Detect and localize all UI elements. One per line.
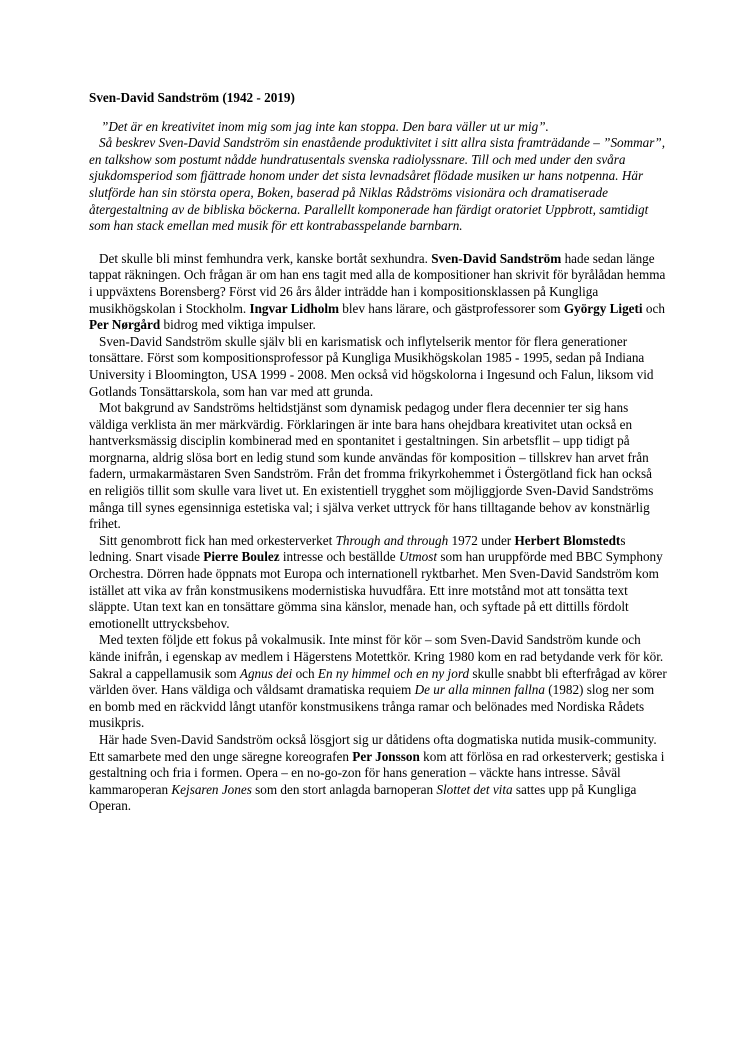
intro-paragraph: ”Det är en kreativitet inom mig som jag inte kan stoppa. Den bara väller ut ur mig”. [101, 118, 549, 134]
person-name: Per Jonsson [352, 748, 420, 764]
body-paragraph: Här hade Sven-David Sandström också lösgjort sig ur dåtidens ofta dogmatiska nutida musik-community. Ett samarbete med den unge säregne koreografen Per Jonsson kom att förlösa en rad orkesterverk; gestiska i gestaltning och fria i formen. Opera – en no-go-zon för hans generation – väckte hans intresse. Såväl kammaroperan Kejsaren Jones som den stort anlagda barnoperan Slottet det vita sattes upp på Kungliga Operan. [89, 731, 665, 814]
body-paragraph: Med texten följde ett fokus på vokalmusik. Inte minst för kör – som Sven-David Sandström kunde och kände inifrån, i egenskap av medlem i Hägerstens Motettkör. Kring 1980 kom en rad betydande verk för kör. Sakral a cappellamusik som Agnus dei och En ny himmel och en ny jord skulle snabbt bli efterfrågad av körer världen över. Hans väldiga och våldsamt dramatiska requiem De ur alla minnen fallna (1982) slog ner som en bomb med en räckvidd långt utanför konstmusikens trånga ramar och belönades med Nordiska Rådets musikpris. [89, 632, 667, 731]
person-name: Herbert Blomstedt [514, 532, 621, 548]
body-paragraph: Mot bakgrund av Sandströms heltidstjänst som dynamisk pedagog under flera decennier ter sig hans väldiga verklista än mer märkvärdig. Förklaringen är inte bara hans ohejdbara kreativitet utan också en hantverksmässig disciplin kombinerad med en spontanitet i gestaltningen. Sin arbetsflit – upp tidigt på morgnarna, aldrig slösa bort en ledig stund som kunde användas för komposition – tillskrev han arvet från fadern, urmakarmästaren Sven Sandström. Från det fromma frikyrkohemmet i Östergötland fick han också en religiös tillit som skulle vara livet ut. En existentiell trygghet som möjliggjorde Sven-David Sandströms många till synes egensinniga estetiska val; i själva verket uttryck för hans tilltagande behov av konstnärlig frihet. [89, 400, 654, 532]
body-paragraph: Sitt genombrott fick han med orkesterverket Through and through 1972 under Herbert Blomstedts ledning. Snart visade Pierre Boulez intresse och beställde Utmost som han uruppförde med BBC Symphony Orchestra. Dörren hade öppnats mot Europa och internationell ryktbarhet. Men Sven-David Sandström kom istället att vika av från konstmusikens modernistiska huvudfåra. Ett inre motstånd mot att tonsätta text släppte. Utan text kan en tonsättare gömma sina känslor, menade han, och syftade på ett dittills fördolt emotionellt uttrycksbehov. [89, 532, 663, 631]
work-title: Agnus dei [239, 665, 293, 681]
intro-paragraph: Så beskrev Sven-David Sandström sin enastående produktivitet i sitt allra sista framträdande – ”Sommar”, en talkshow som postumt nådde hundratusentals svenska radiolyssnare. Till och med under den svåra sjukdomsperiod som fjättrade honom under det sista levnadsåret flödade musiken ur hans notpenna. Här slutförde han sin största opera, Boken, baserad på Niklas Rådströms visionära och dramatiserade återgestaltning av de bibliska böckerna. Parallellt komponerade han färdigt oratoriet Uppbrott, samtidigt som han stack emellan med musik för ett kontrabasspelande barnbarn. [89, 135, 666, 234]
person-name: Per Nørgård [89, 317, 161, 333]
person-name: Pierre Boulez [203, 549, 280, 565]
person-name: György Ligeti [563, 300, 643, 316]
intro-quote [89, 119, 667, 235]
page-title: Sven-David Sandström (1942 - 2019) [89, 90, 295, 105]
work-title: Through and through [335, 532, 449, 548]
work-title: Utmost [398, 549, 438, 565]
person-name: Ingvar Lidholm [249, 300, 339, 316]
work-title: En ny himmel och en ny jord [317, 665, 470, 681]
person-name: Sven-David Sandström [431, 250, 562, 266]
work-title: De ur alla minnen fallna [414, 682, 545, 698]
work-title: Kejsaren Jones [171, 781, 252, 797]
work-title: Slottet det vita [436, 781, 513, 797]
document-page [89, 90, 667, 815]
body-paragraph: Det skulle bli minst femhundra verk, kanske bortåt sexhundra. Sven-David Sandström hade sedan länge tappat räkningen. Och frågan är om han ens tagit med alla de kompositioner han skrivit för byrålådan hemma i uppväxtens Borensberg? Först vid 26 års ålder inträdde han i kompositionsklassen på Kungliga musikhögskolan i Stockholm. Ingvar Lidholm blev hans lärare, och gästprofessorer som György Ligeti och Per Nørgård bidrog med viktiga impulser. [89, 250, 666, 333]
body-paragraph: Sven-David Sandström skulle själv bli en karismatisk och inflytelserik mentor för flera generationer tonsättare. Först som kompositionsprofessor på Kungliga Musikhögskolan 1985 - 1995, sedan på Indiana University i Bloomington, USA 1999 - 2008. Men också vid högskolorna i Ingesund och Falun, liksom vid Gotlands Tonsättarskola, som han var med att grunda. [89, 333, 654, 399]
article-body [89, 251, 667, 815]
